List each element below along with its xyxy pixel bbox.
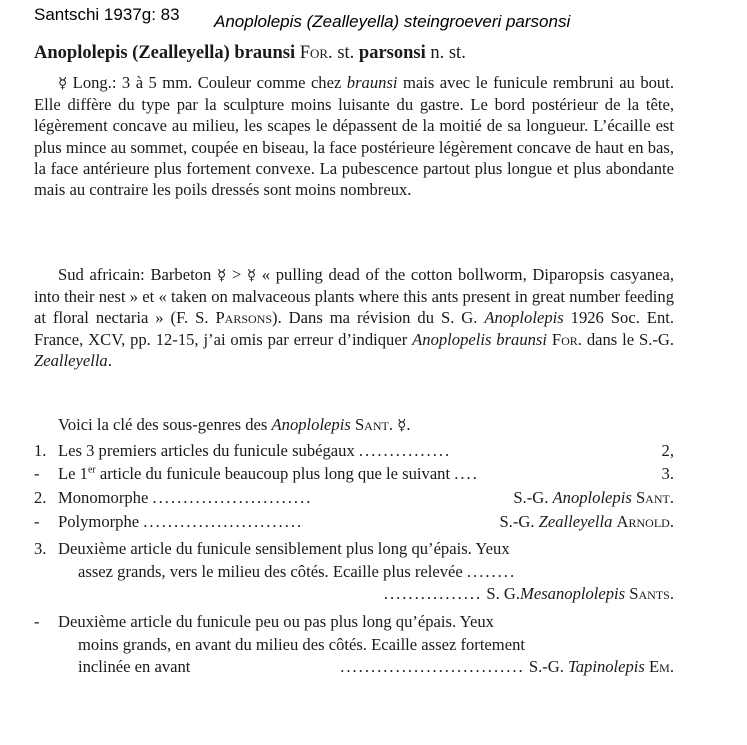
para2-text-4: 1926 Soc. Ent. France, XCV, pp. 12-15, j’ai omis par erreur d’indiquer	[34, 308, 674, 349]
para2-greater-than: >	[226, 265, 247, 284]
para2-text-3: ). Dans ma révision du S. G.	[272, 308, 485, 328]
worker-description-paragraph	[34, 72, 674, 200]
key-row-text	[58, 464, 658, 484]
key-row-number: 3.	[34, 539, 47, 558]
key-row-target: 3.	[661, 464, 674, 483]
key-leader-dots: ..............................	[340, 657, 525, 676]
key-row-5-line-2	[34, 561, 674, 584]
key-row-5	[34, 538, 674, 606]
para2-text-1: Sud africain: Barbeton	[58, 265, 217, 284]
key-intro-genus: Anoplolepis	[271, 415, 351, 434]
key-row-4-genus: Zealleyella	[538, 512, 613, 531]
title-author: For.	[299, 43, 333, 63]
key-row-4-text: Polymorphe	[58, 512, 140, 531]
key-row-4	[34, 512, 674, 532]
key-intro-text: Voici la clé des sous-genres des	[58, 415, 272, 434]
para2-text-2: « pulling dead of the cotton bollworm, Diparopsis casyanea, into their nest » et « taken on malvaceous plants where this ants present in great number feeding at floral nectaria » (F. S.	[34, 265, 674, 328]
title-genus: Anoplolepis (Zealleyella) braunsi	[34, 43, 296, 63]
para2-author: For.	[551, 329, 582, 349]
key-row-6-line-2	[34, 634, 674, 657]
worker-symbol-icon: ☿	[397, 416, 407, 434]
locality-paragraph	[34, 264, 674, 371]
key-row-4-author: Arnold.	[616, 512, 674, 531]
key-intro-end: .	[406, 415, 411, 434]
key-row-number: -	[34, 612, 40, 631]
key-row-number: -	[34, 512, 40, 531]
title-nst: n. st.	[430, 43, 466, 63]
key-row-6-last: inclinée en avant	[78, 657, 191, 676]
key-row-4-prefix: S.-G.	[499, 512, 539, 531]
title-name: parsonsi	[358, 43, 426, 63]
key-intro	[58, 415, 411, 435]
key-row-number: -	[34, 464, 40, 483]
key-row-3-prefix: S.-G.	[513, 488, 553, 507]
key-row-text	[58, 441, 658, 461]
key-leader-dots: ...............	[358, 441, 452, 460]
key-row-6-genus: Tapinolepis	[568, 657, 645, 676]
key-row-2-text-1: Le 1	[58, 464, 88, 483]
key-leader-dots: ....	[454, 464, 479, 483]
key-row-6-prefix: S.-G.	[528, 657, 569, 676]
para2-italic-anoplolepis: Anoplolepis	[484, 308, 564, 328]
worker-symbol-icon: ☿	[216, 266, 227, 284]
key-row-2-sup: er	[87, 464, 96, 476]
key-row-target: 2,	[661, 441, 674, 460]
taxon-header: Anoplolepis (Zealleyella) steingroeveri parsonsi	[214, 12, 571, 31]
para1-text-1: Long.: 3 à 5 mm. Couleur comme chez	[67, 73, 347, 92]
key-row-3-author: Sant.	[635, 488, 674, 507]
key-leader-dots: ................	[383, 584, 483, 603]
title-st: st.	[337, 43, 355, 63]
key-row-3-text: Monomorphe	[58, 488, 149, 507]
key-row-2-text-2: article du funicule beaucoup plus long que le suivant	[95, 464, 451, 483]
key-leader-dots: ..........................	[143, 512, 304, 531]
key-row-5-cont: assez grands, vers le milieu des côtés. Ecaille plus relevée	[78, 561, 463, 581]
key-leader-dots: ........	[466, 561, 517, 581]
para1-italic-braunsi: braunsi	[346, 73, 398, 92]
para2-italic-zealleyella: Zealleyella	[34, 350, 108, 370]
key-row-target	[495, 512, 674, 532]
key-row-6-line-3	[34, 656, 674, 679]
key-intro-author: Sant.	[354, 415, 393, 434]
key-row-5-text: Deuxième article du funicule sensiblement plus long qu’épais. Yeux	[58, 539, 510, 558]
key-row-text	[58, 512, 495, 532]
worker-symbol-icon: ☿	[58, 74, 68, 92]
key-row-text	[58, 488, 509, 508]
key-row-6-author: Em.	[649, 657, 674, 676]
worker-symbol-icon: ☿	[246, 266, 257, 284]
key-row-6	[34, 611, 674, 679]
key-row-6-line-1	[34, 611, 674, 634]
key-leader-dots: ..........................	[152, 488, 313, 507]
key-row-6-cont: moins grands, en avant du milieu des côtés. Ecaille assez fortement	[78, 634, 525, 654]
key-row-5-genus: Mesanoplolepis	[520, 584, 626, 603]
key-row-number: 1.	[34, 441, 47, 460]
key-row-1-text: Les 3 premiers articles du funicule subégaux	[58, 441, 355, 460]
key-row-5-line-1	[34, 538, 674, 561]
key-row-number: 2.	[34, 488, 47, 507]
para2-collector: Parsons	[215, 308, 273, 328]
key-row-3	[34, 488, 674, 508]
key-row-1	[34, 441, 674, 461]
para2-text-7: .	[107, 350, 112, 370]
key-row-3-genus: Anoplolepis	[552, 488, 632, 507]
key-row-5-line-3	[34, 583, 674, 606]
para2-text-6: dans le S.-G.	[581, 329, 675, 349]
key-row-5-author: Sants.	[629, 584, 674, 603]
description-title	[34, 43, 694, 64]
citation-reference: Santschi 1937g: 83	[34, 5, 180, 24]
key-row-2	[34, 464, 674, 484]
para1-text-2: mais avec le funicule rembruni au bout. Elle diffère du type par la sculpture moins luisante du gastre. Le bord postérieur de la tête, légèrement concave au milieu, les scapes le dépassent de la moitié de sa longueur. L’écaille est plus mince au sommet, coupée en biseau, la face postérieure légèrement concave de haut en bas, la face antérieure plus fortement convexe. La pubescence partout plus longue et plus abondante mais au contraire les poils dressés sont moins nombreux.	[34, 73, 674, 200]
para2-italic-braunsi: Anoplopelis braunsi	[412, 329, 548, 349]
key-row-target	[509, 488, 674, 508]
key-row-6-text: Deuxième article du funicule peu ou pas plus long qu’épais. Yeux	[58, 612, 494, 631]
key-row-5-prefix: S. G.	[486, 584, 521, 603]
